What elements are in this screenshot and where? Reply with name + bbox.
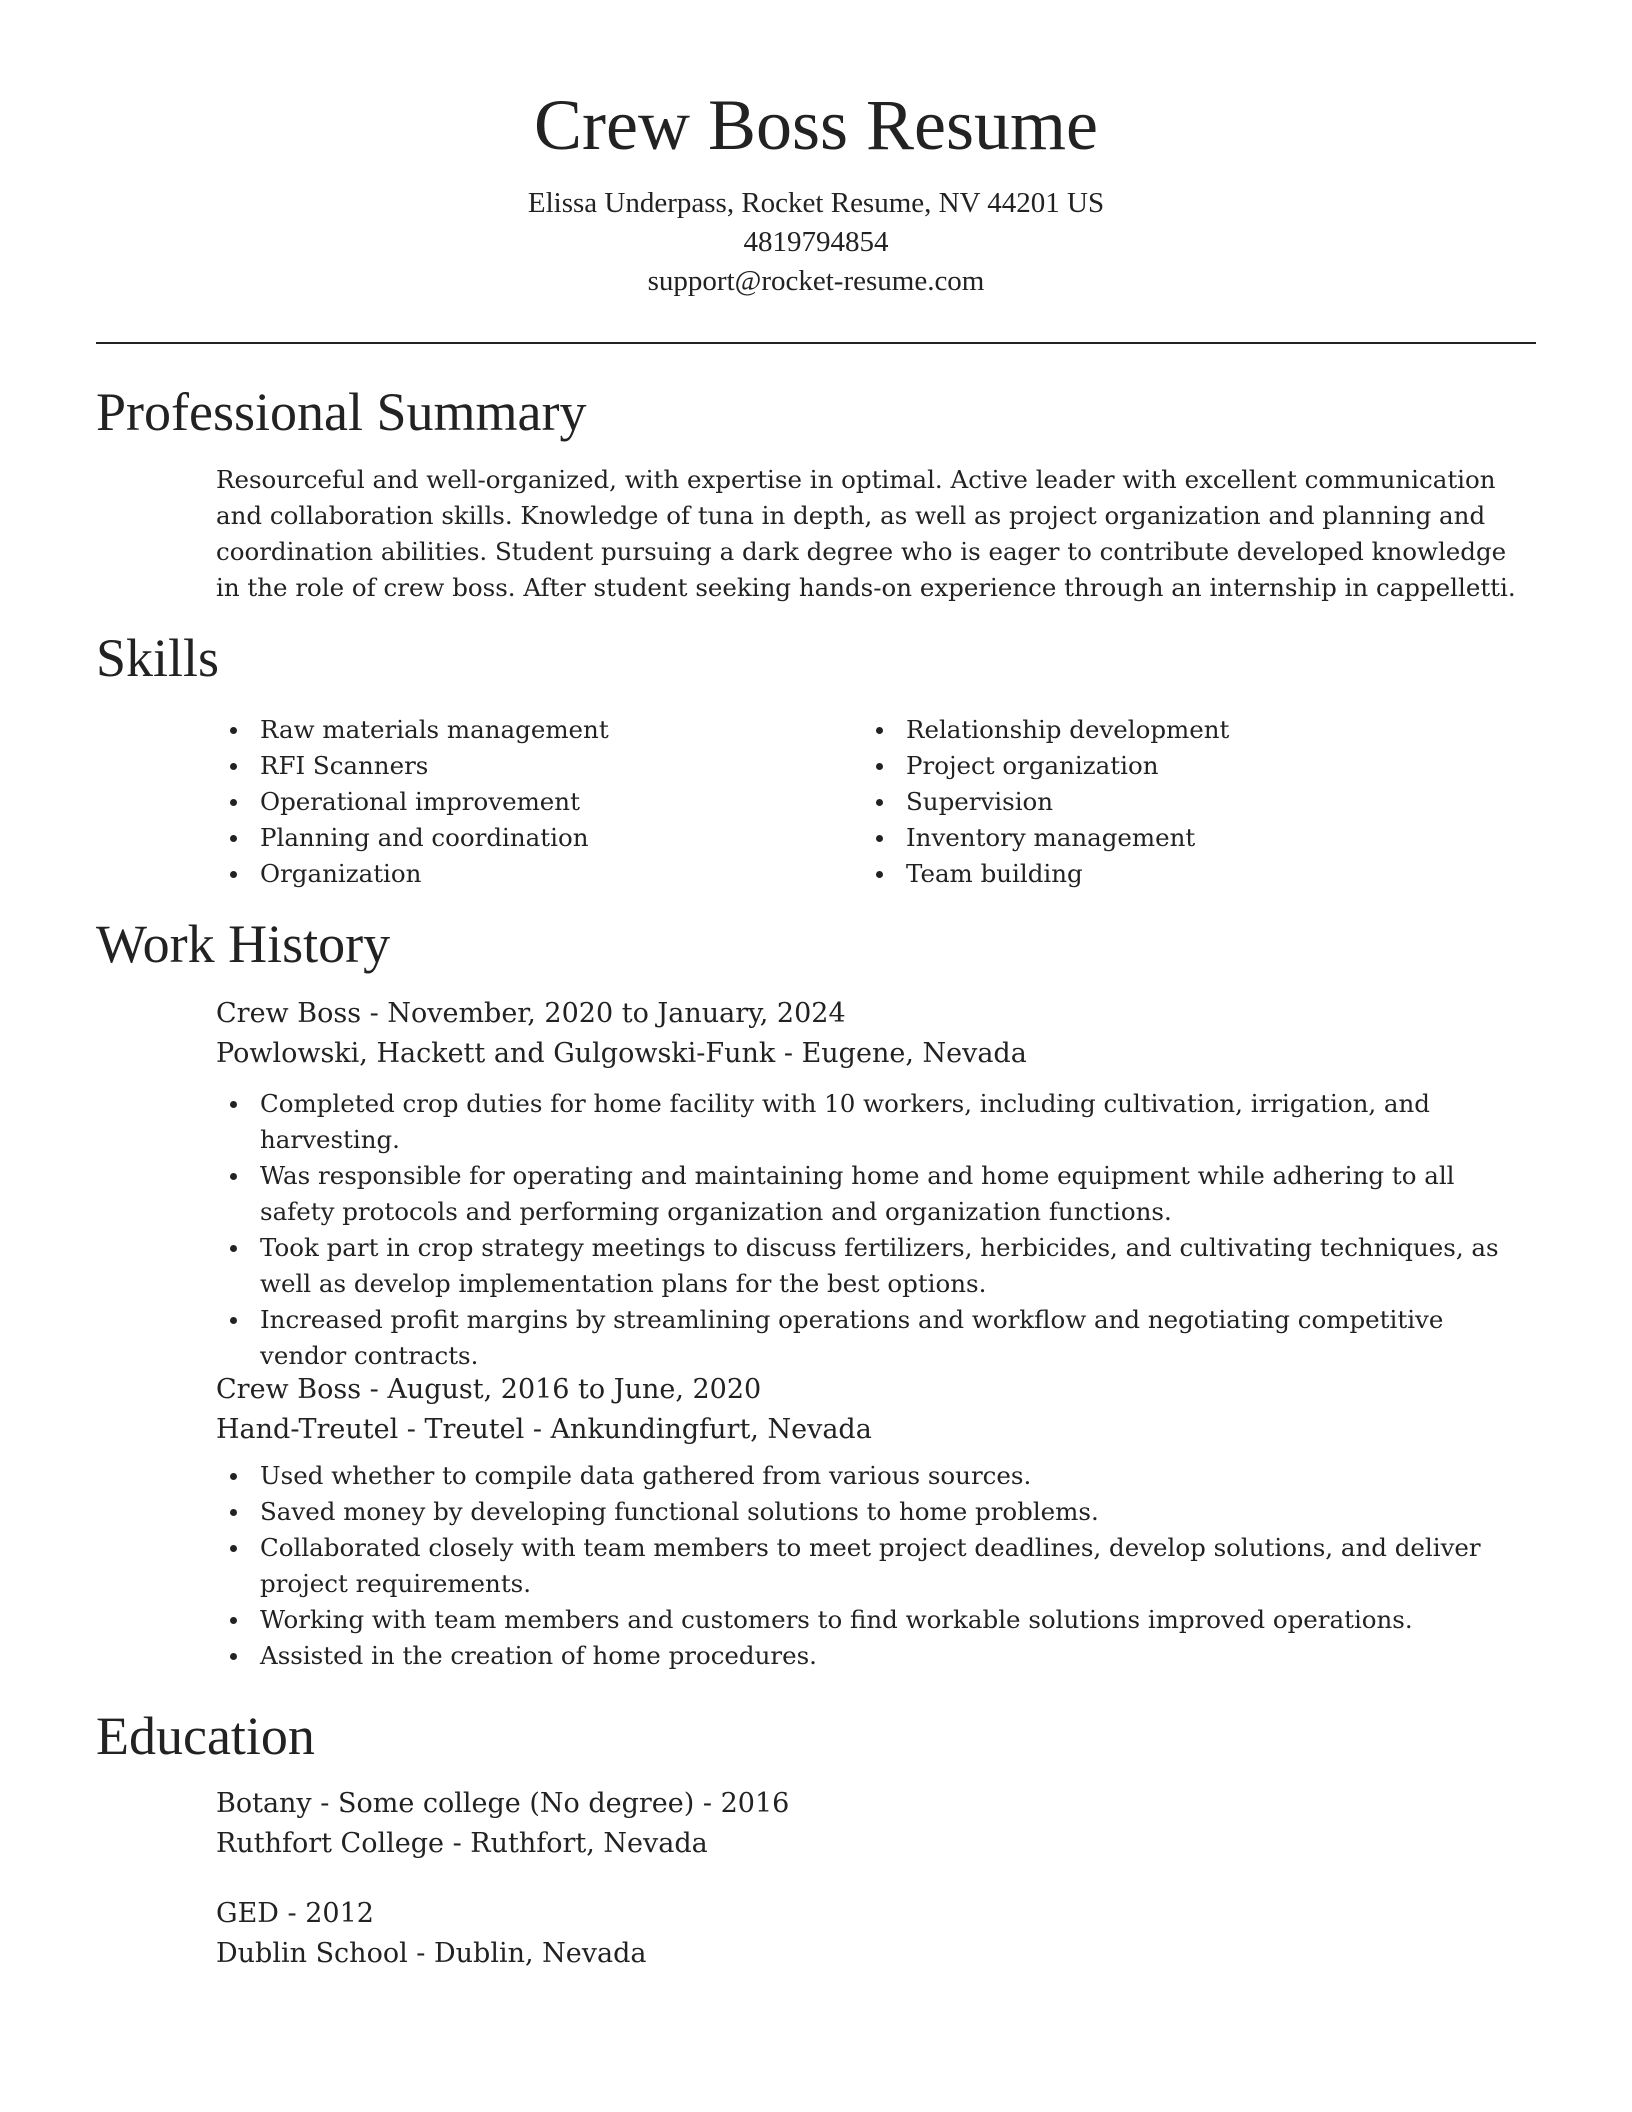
education-degree: GED [216, 1898, 279, 1929]
resume-title: Crew Boss Resume [534, 85, 1098, 165]
education-location: - Dublin, Nevada [407, 1938, 647, 1969]
job-entry [216, 994, 1536, 1374]
job-title: Crew Boss [216, 1374, 362, 1405]
job-duties [216, 1458, 1536, 1674]
education-entry [216, 1784, 1536, 1864]
education-location: - Ruthfort, Nevada [443, 1828, 708, 1859]
job-duties [216, 1086, 1536, 1374]
education-school: Ruthfort College [216, 1828, 444, 1859]
skills-list-right [862, 712, 1522, 892]
work-history-heading: Work History [96, 914, 391, 974]
education-degree-line [216, 1784, 1536, 1824]
education-school: Dublin School [216, 1938, 408, 1969]
resume-header [96, 80, 1536, 301]
skills-list-left [216, 712, 836, 892]
education-heading: Education [96, 1706, 315, 1766]
job-entry [216, 1370, 1536, 1674]
skill-item: RFI Scanners [260, 748, 836, 784]
job-employer: Hand-Treutel - Treutel [216, 1414, 525, 1445]
header-divider [96, 342, 1536, 344]
job-dates: - August, 2016 to June, 2020 [361, 1374, 762, 1405]
job-title-line [216, 994, 1536, 1034]
education-entry [216, 1894, 1536, 1974]
job-employer-line [216, 1034, 1536, 1074]
job-duty: Increased profit margins by streamlining operations and workflow and negotiating competitive vendor contracts. [260, 1302, 1536, 1374]
contact-email: support@rocket-resume.com [647, 265, 985, 297]
job-duty: Assisted in the creation of home procedures. [260, 1638, 1536, 1674]
contact-phone: 4819794854 [743, 226, 889, 258]
contact-info [96, 184, 1536, 301]
job-duty: Took part in crop strategy meetings to discuss fertilizers, herbicides, and cultivating techniques, as well as develop implementation plans for the best options. [260, 1230, 1536, 1302]
skill-item: Team building [906, 856, 1522, 892]
contact-address: Elissa Underpass, Rocket Resume, NV 44201 US [527, 187, 1105, 219]
summary-text: Resourceful and well-organized, with expertise in optimal. Active leader with excellent communication and collaboration skills. Knowledge of tuna in depth, as well as project organization and planning and coordination abilities. Student pursuing a dark degree who is eager to contribute developed knowledge in the role of crew boss. After student seeking hands-on experience through an internship in cappelletti. [216, 465, 1516, 602]
skill-item: Relationship development [906, 712, 1522, 748]
education-school-line [216, 1824, 1536, 1864]
job-employer: Powlowski, Hackett and Gulgowski-Funk [216, 1038, 776, 1069]
job-title: Crew Boss [216, 998, 362, 1029]
education-year: - 2016 [694, 1788, 790, 1819]
education-year: - 2012 [278, 1898, 374, 1929]
skill-item: Operational improvement [260, 784, 836, 820]
skill-item: Inventory management [906, 820, 1522, 856]
education-degree: Botany - Some college (No degree) [216, 1788, 695, 1819]
summary-heading: Professional Summary [96, 382, 587, 442]
skills-heading: Skills [96, 628, 220, 688]
skill-item: Project organization [906, 748, 1522, 784]
skills-column-right [862, 712, 1522, 892]
job-location: - Eugene, Nevada [775, 1038, 1027, 1069]
job-duty: Working with team members and customers to find workable solutions improved operations. [260, 1602, 1536, 1638]
job-duty: Saved money by developing functional solutions to home problems. [260, 1494, 1536, 1530]
skill-item: Planning and coordination [260, 820, 836, 856]
job-duty: Was responsible for operating and maintaining home and home equipment while adhering to all safety protocols and performing organization and organization functions. [260, 1158, 1536, 1230]
job-title-line [216, 1370, 1536, 1410]
skill-item: Supervision [906, 784, 1522, 820]
job-dates: - November, 2020 to January, 2024 [361, 998, 846, 1029]
skill-item: Organization [260, 856, 836, 892]
skills-column-left [216, 712, 836, 892]
education-degree-line [216, 1894, 1536, 1934]
skill-item: Raw materials management [260, 712, 836, 748]
job-duty: Completed crop duties for home facility with 10 workers, including cultivation, irrigation, and harvesting. [260, 1086, 1536, 1158]
job-location: - Ankundingfurt, Nevada [524, 1414, 872, 1445]
job-employer-line [216, 1410, 1536, 1450]
education-school-line [216, 1934, 1536, 1974]
job-duty: Used whether to compile data gathered from various sources. [260, 1458, 1536, 1494]
job-duty: Collaborated closely with team members to meet project deadlines, develop solutions, and deliver project requirements. [260, 1530, 1536, 1602]
